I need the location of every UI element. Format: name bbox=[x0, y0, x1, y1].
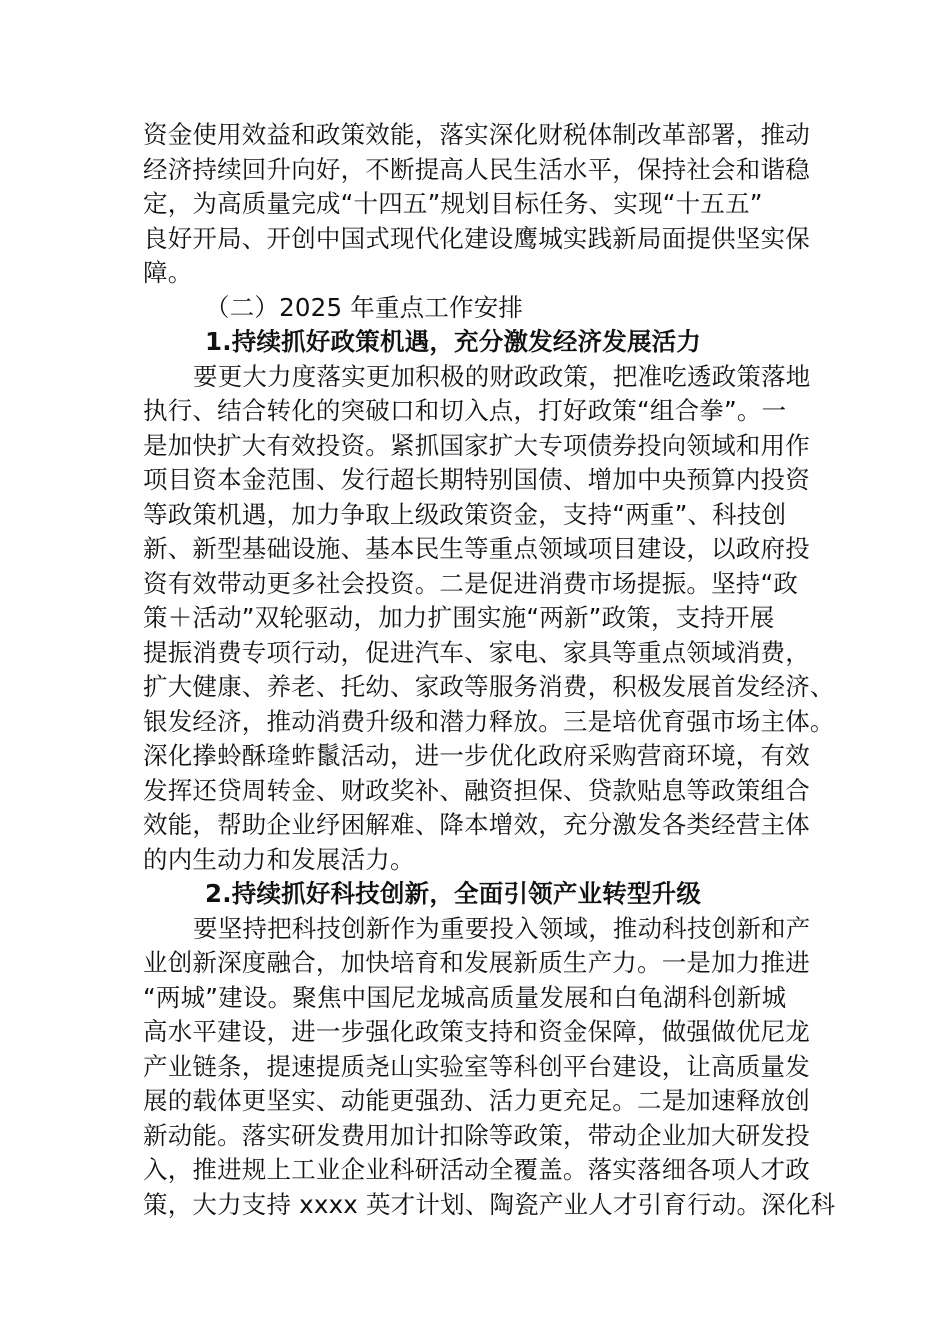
text-line: 经济持续回升向好，不断提高人民生活水平，保持社会和谐稳 bbox=[143, 154, 810, 184]
text-line: 深化搼蛉酥𤦶蚱鬛活动，进一步优化政府采购营商环境，有效 bbox=[143, 741, 810, 770]
text-line: 资金使用效益和政策效能，落实深化财税体制改革部署，推动 bbox=[143, 120, 810, 149]
text-line: 执行、结合转化的突破口和切入点，打好政策“组合拳”。一 bbox=[143, 396, 787, 425]
text-line: 提振消费专项行动，促进汽车、家电、家具等重点领域消费， bbox=[143, 637, 810, 667]
text-line: 良好开局、开创中国式现代化建设鹰城实践新局面提供坚实保 bbox=[143, 223, 810, 253]
text-line: 高水平建设，进一步强化政策支持和资金保障，做强做优尼龙 bbox=[143, 1017, 810, 1046]
text-line: 发挥还贷周转金、财政奖补、融资担保、贷款贴息等政策组合 bbox=[143, 775, 810, 805]
text-line: 障。 bbox=[143, 258, 193, 287]
subsection-heading: （二）2025 年重点工作安排 bbox=[205, 292, 524, 322]
text-line: 扩大健康、养老、托幼、家政等服务消费，积极发展首发经济、 bbox=[143, 672, 835, 701]
text-line: 银发经济，推动消费升级和潜力释放。三是培优育强市场主体。 bbox=[143, 706, 835, 736]
text-line: 策＋活动”双轮驱动，加力扩围实施“两新”政策，支持开展 bbox=[143, 603, 775, 632]
text-line: 定，为高质量完成“十四五”规划目标任务、实现“十五五” bbox=[143, 189, 763, 218]
text-line: 效能，帮助企业纾困解难、降本增效，充分激发各类经营主体 bbox=[143, 810, 810, 839]
text-line: 新动能。落实研发费用加计扣除等政策，带动企业加大研发投 bbox=[143, 1120, 810, 1150]
paragraph-first-line: 要更大力度落实更加积极的财政政策，把准吃透政策落地 bbox=[193, 361, 811, 391]
paragraph-first-line: 要坚持把科技创新作为重要投入领域，推动科技创新和产 bbox=[193, 913, 811, 943]
text-line: 等政策机遇，加力争取上级政策资金，支持“两重”、科技创 bbox=[143, 499, 787, 529]
text-line: 业创新深度融合，加快培育和发展新质生产力。一是加力推进 bbox=[143, 948, 810, 977]
text-line: 入，推进规上工业企业科研活动全覆盖。落实落细各项人才政 bbox=[143, 1155, 810, 1184]
text-line: 策，大力支持 xxxx 英才计划、陶瓷产业人才引育行动。深化科 bbox=[143, 1189, 836, 1219]
text-line: 资有效带动更多社会投资。二是促进消费市场提振。坚持“政 bbox=[143, 568, 799, 598]
text-line: 的内生动力和发展活力。 bbox=[143, 844, 415, 874]
text-line: “两城”建设。聚焦中国尼龙城高质量发展和白龟湖科创新城 bbox=[143, 982, 787, 1012]
text-line: 是加快扩大有效投资。紧抓国家扩大专项债券投向领域和用作 bbox=[143, 430, 810, 460]
text-line: 产业链条，提速提质尧山实验室等科创平台建设，让高质量发 bbox=[143, 1051, 810, 1081]
text-line: 展的载体更坚实、动能更强劲、活力更充足。二是加速释放创 bbox=[143, 1086, 810, 1115]
section-heading: 2.持续抓好科技创新，全面引领产业转型升级 bbox=[205, 879, 702, 908]
section-heading: 1.持续抓好政策机遇，充分激发经济发展活力 bbox=[205, 327, 702, 356]
text-line: 项目资本金范围、发行超长期特别国债、增加中央预算内投资 bbox=[143, 465, 810, 494]
document-body bbox=[143, 118, 836, 1222]
text-line: 新、新型基础设施、基本民生等重点领域项目建设，以政府投 bbox=[143, 534, 810, 563]
